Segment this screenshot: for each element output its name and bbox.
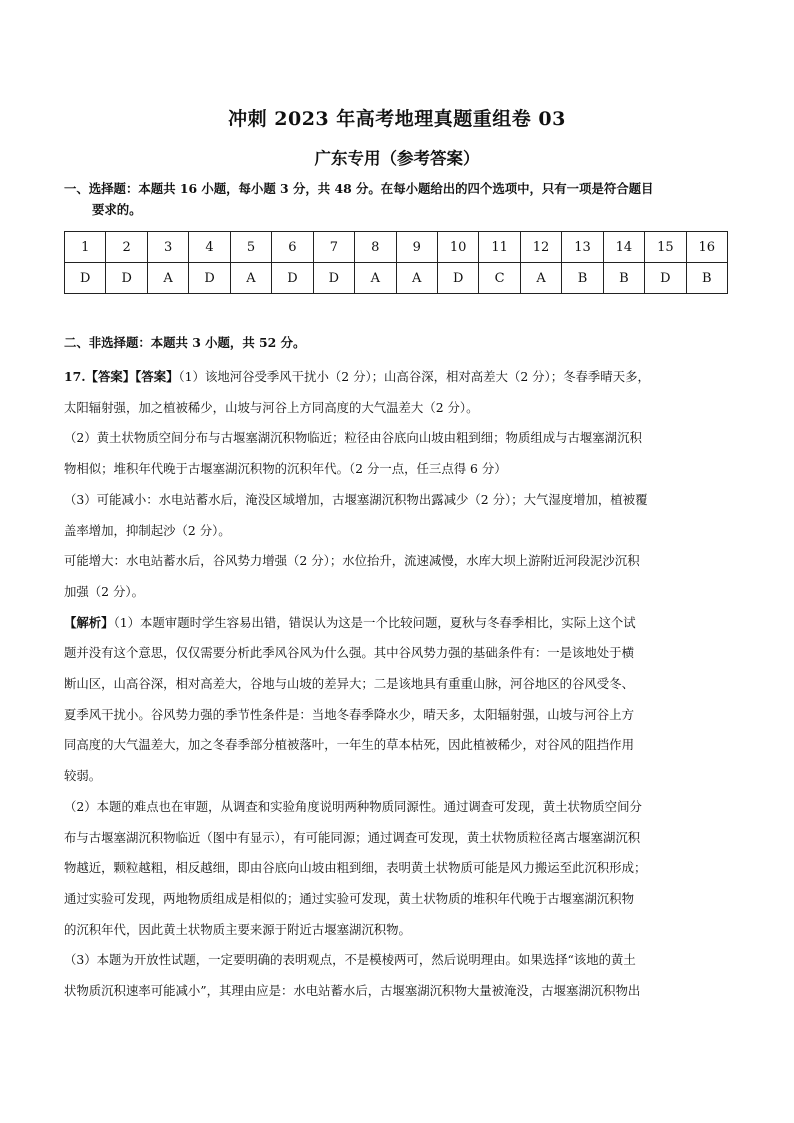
- answer-paragraph-line: 可能增大：水电站蓄水后，谷风势力增强（2 分）；水位抬升，流速减慢，水库大坝上游附近河段泥沙沉积: [64, 553, 640, 569]
- question-number-cell: 4: [189, 232, 230, 263]
- answer-cell: A: [147, 263, 188, 294]
- question-number-cell: 1: [65, 232, 106, 263]
- answer-paragraph-line: （2）黄土状物质空间分布与古堰塞湖沉积物临近；粒径由谷底向山坡由粗到细；物质组成与古堰塞湖沉积: [64, 430, 642, 446]
- question-number-cell: 11: [479, 232, 520, 263]
- analysis-paragraph-line: 夏季风干扰小。谷风势力强的季节性条件是：当地冬春季降水少，晴天多，太阳辐射强，山坡与河谷上方: [64, 706, 634, 722]
- answer-cell: D: [189, 263, 230, 294]
- page-subtitle: 广东专用（参考答案）: [314, 149, 480, 168]
- analysis-paragraph-line: 断山区，山高谷深，相对高差大，谷地与山坡的差异大；二是该地具有重重山脉，河谷地区的谷风受冬、: [64, 676, 634, 692]
- analysis-paragraph-line: 状物质沉积速率可能减小”，其理由应是：水电站蓄水后，古堰塞湖沉积物大量被淹没，古堰塞湖沉积物出: [64, 983, 641, 999]
- answer-cell: A: [230, 263, 271, 294]
- answer-cell: C: [479, 263, 520, 294]
- question-number-cell: 6: [272, 232, 313, 263]
- answer-cell: D: [645, 263, 686, 294]
- question-number-cell: 5: [230, 232, 271, 263]
- page-title: 冲刺 2023 年高考地理真题重组卷 03: [228, 108, 566, 130]
- answer-cell: D: [313, 263, 354, 294]
- answer-cell: D: [106, 263, 147, 294]
- question-number-cell: 3: [147, 232, 188, 263]
- answer-cell: A: [355, 263, 396, 294]
- answer-paragraph-line: （3）可能减小：水电站蓄水后，淹没区域增加，古堰塞湖沉积物出露减少（2 分）；大气湿度增加，植被覆: [64, 491, 648, 507]
- answer-cell: D: [65, 263, 106, 294]
- answer-label: 17.【答案】【答案】: [64, 369, 179, 384]
- analysis-paragraph-line: 布与古堰塞湖沉积物临近（图中有显示），有可能同源；通过调查可发现，黄土状物质粒径离古堰塞湖沉积: [64, 829, 641, 845]
- question-number-cell: 7: [313, 232, 354, 263]
- question-number-cell: 2: [106, 232, 147, 263]
- answer-table-answer-row: [65, 263, 728, 294]
- answer-cell: A: [520, 263, 561, 294]
- answer-cell: B: [603, 263, 644, 294]
- answer-cell: D: [437, 263, 478, 294]
- analysis-paragraph-line: （2）本题的难点也在审题，从调查和实验角度说明两种物质同源性。通过调查可发现，黄土状物质空间分: [64, 798, 642, 814]
- answer-paragraph-line: 加强（2 分）。: [64, 583, 144, 599]
- analysis-label: 【解析】: [64, 614, 114, 630]
- answer-text: （1）该地河谷受季风干扰小（2 分）；山高谷深，相对高差大（2 分）；冬春季晴天多，: [178, 369, 650, 384]
- section-1-line: 要求的。: [92, 202, 142, 217]
- analysis-paragraph-line: （3）本题为开放性试题，一定要明确的表明观点，不是模棱两可，然后说明理由。如果选择“该地的黄土: [64, 952, 636, 968]
- answer-cell: B: [686, 263, 727, 294]
- answer-paragraph-line: 物相似；堆积年代晚于古堰塞湖沉积物的沉积年代。（2 分一点，任三点得 6 分）: [64, 461, 507, 477]
- analysis-paragraph-line: 较弱。: [64, 768, 102, 784]
- answer-cell: A: [396, 263, 437, 294]
- analysis-paragraph-line: 通过实验可发现，两地物质组成是相似的；通过实验可发现，黄土状物质的堆积年代晚于古堰塞湖沉积物: [64, 890, 634, 906]
- question-number-cell: 15: [645, 232, 686, 263]
- question-number-cell: 12: [520, 232, 561, 263]
- question-number-cell: 10: [437, 232, 478, 263]
- answer-paragraph-line: [64, 362, 736, 393]
- answer-body: [64, 362, 736, 1007]
- analysis-text: （1）本题审题时学生容易出错，错误认为这是一个比较问题，夏秋与冬春季相比，实际上这个试: [113, 614, 636, 630]
- analysis-paragraph-line: 同高度的大气温差大，加之冬春季部分植被落叶，一年生的草本枯死，因此植被稀少，对谷风的阻挡作用: [64, 737, 634, 753]
- analysis-paragraph-line: 题并没有这个意思，仅仅需要分析此季风谷风为什么强。其中谷风势力强的基础条件有：一是该地处于横: [64, 645, 634, 661]
- section-1-heading: [64, 178, 736, 220]
- question-number-cell: 8: [355, 232, 396, 263]
- answer-table-number-row: [65, 232, 728, 263]
- question-number-cell: 9: [396, 232, 437, 263]
- question-number-cell: 14: [603, 232, 644, 263]
- answer-cell: B: [562, 263, 603, 294]
- section-2-heading: 二、非选择题：本题共 3 小题，共 52 分。: [64, 335, 306, 350]
- answer-paragraph-line: 太阳辐射强，加之植被稀少，山坡与河谷上方同高度的大气温差大（2 分）。: [64, 399, 479, 415]
- answer-paragraph-line: 盖率增加，抑制起沙（2 分）。: [64, 522, 231, 538]
- analysis-paragraph-line: 的沉积年代，因此黄土状物质主要来源于附近古堰塞湖沉积物。: [64, 921, 411, 937]
- answer-table: [64, 231, 728, 294]
- analysis-paragraph-line: [64, 608, 736, 639]
- analysis-paragraph-line: 物越近，颗粒越粗，相反越细，即由谷底向山坡由粗到细，表明黄土状物质可能是风力搬运至此沉积形成；: [64, 860, 647, 876]
- question-number-cell: 13: [562, 232, 603, 263]
- question-number-cell: 16: [686, 232, 727, 263]
- section-1-line: 一、选择题：本题共 16 小题，每小题 3 分，共 48 分。在每小题给出的四个选项中，只有一项是符合题目: [64, 181, 654, 196]
- answer-cell: D: [272, 263, 313, 294]
